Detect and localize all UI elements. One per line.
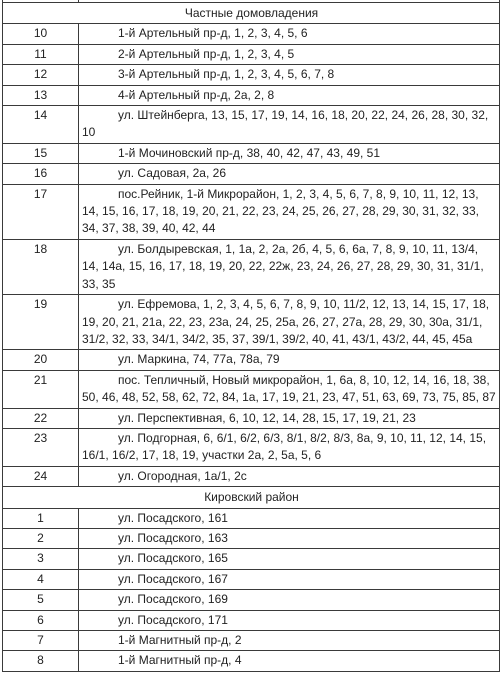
row-number: 3 [3,549,79,569]
table-row [3,24,500,44]
row-address: 1-й Мочиновский пр-д, 38, 40, 42, 47, 43, 49, 51 [79,143,500,163]
table-row [3,239,500,294]
table-row [3,164,500,184]
row-address: 2-й Артельный пр-д, 1, 2, 3, 4, 5 [79,44,500,64]
table-row [3,106,500,144]
table-row [3,428,500,466]
row-number: 17 [3,184,79,239]
row-address: ул. Садовая, 2а, 26 [79,164,500,184]
table-row [3,143,500,163]
address-table-sheet [2,0,500,672]
row-number: 13 [3,85,79,105]
row-address: ул. Штейнберга, 13, 15, 17, 19, 14, 16, 18, 20, 22, 24, 26, 28, 30, 32, 10 [79,106,500,144]
row-number: 24 [3,466,79,486]
section-title: Кировский район [3,487,500,508]
row-address: 4-й Артельный пр-д, 2а, 2, 8 [79,85,500,105]
row-number: 18 [3,239,79,294]
row-number: 15 [3,143,79,163]
row-address: ул. Ефремова, 1, 2, 3, 4, 5, 6, 7, 8, 9, 10, 11/2, 12, 13, 14, 15, 17, 18, 19, 20, 21, 21а, 22, 23, 23а, 24, 25, 25а, 26, 27, 27а, 28, 29, 30, 30а, 31/1, 31/2, 32, 33, 34/1, 34/2, 35, 37, 39/1, 39/2, 40, 41, 43/1, 43/2, 44, 45, 45а [79,295,500,350]
row-address: ул. Перспективная, 6, 10, 12, 14, 28, 15, 17, 19, 21, 23 [79,408,500,428]
row-number: 5 [3,590,79,610]
row-number: 19 [3,295,79,350]
row-address: 3-й Артельный пр-д, 1, 2, 3, 4, 5, 6, 7, 8 [79,65,500,85]
section-title: Частные домовладения [3,3,500,24]
table-row [3,295,500,350]
row-address: ул. Подгорная, 6, 6/1, 6/2, 6/3, 8/1, 8/2, 8/3, 8а, 9, 10, 11, 12, 14, 15, 16/1, 16/2, 17, 18, 19, участки 2а, 2, 5а, 5, 6 [79,428,500,466]
table-row [3,184,500,239]
address-table-body [3,0,500,671]
row-address: пос. Тепличный, Новый микрорайон, 1, 6а, 8, 10, 12, 14, 16, 18, 38, 50, 46, 48, 52, 58, 62, 72, 84, 1а, 17, 19, 21, 23, 47, 51, 63, 69, 73, 75, 85, 87 [79,370,500,408]
row-number: 6 [3,610,79,630]
table-row [3,528,500,548]
row-address: ул. Посадского, 163 [79,528,500,548]
table-row [3,466,500,486]
table-row [3,569,500,589]
row-number: 21 [3,370,79,408]
row-number: 14 [3,106,79,144]
table-row [3,44,500,64]
row-address: 1-й Магнитный пр-д, 2 [79,631,500,651]
row-number: 10 [3,24,79,44]
table-row [3,408,500,428]
row-address: ул. Огородная, 1а/1, 2с [79,466,500,486]
row-number: 11 [3,44,79,64]
row-number: 20 [3,350,79,370]
row-address: ул. Посадского, 171 [79,610,500,630]
row-address: ул. Посадского, 161 [79,508,500,528]
row-number: 22 [3,408,79,428]
table-row [3,651,500,671]
table-row [3,549,500,569]
table-row [3,508,500,528]
row-address: ул. Посадского, 167 [79,569,500,589]
row-number: 7 [3,631,79,651]
row-number: 2 [3,528,79,548]
row-address: 1-й Артельный пр-д, 1, 2, 3, 4, 5, 6 [79,24,500,44]
row-number: 4 [3,569,79,589]
table-row [3,65,500,85]
table-row [3,370,500,408]
table-row [3,590,500,610]
row-number: 1 [3,508,79,528]
section-header-row [3,487,500,508]
address-table [2,0,500,672]
row-address: пос.Рейник, 1-й Микрорайон, 1, 2, 3, 4, 5, 6, 7, 8, 9, 10, 11, 12, 13, 14, 15, 16, 17, 18, 19, 20, 21, 22, 23, 24, 25, 26, 27, 28, 29, 30, 31, 32, 33, 34, 37, 38, 39, 40, 42, 44 [79,184,500,239]
row-address: 1-й Магнитный пр-д, 4 [79,651,500,671]
row-address: ул. Посадского, 169 [79,590,500,610]
row-address: ул. Болдыревская, 1, 1а, 2, 2а, 2б, 4, 5, 6, 6а, 7, 8, 9, 10, 11, 13/4, 14, 14а, 15, 16, 17, 18, 19, 20, 22, 22ж, 23, 24, 26, 27, 28, 29, 30, 31, 31/1, 33, 35 [79,239,500,294]
table-row [3,350,500,370]
table-row [3,610,500,630]
row-number: 12 [3,65,79,85]
section-header-row [3,3,500,24]
row-address: ул. Маркина, 74, 77а, 78а, 79 [79,350,500,370]
table-row [3,631,500,651]
row-number: 23 [3,428,79,466]
row-number: 8 [3,651,79,671]
row-number: 16 [3,164,79,184]
row-address: ул. Посадского, 165 [79,549,500,569]
table-row [3,85,500,105]
